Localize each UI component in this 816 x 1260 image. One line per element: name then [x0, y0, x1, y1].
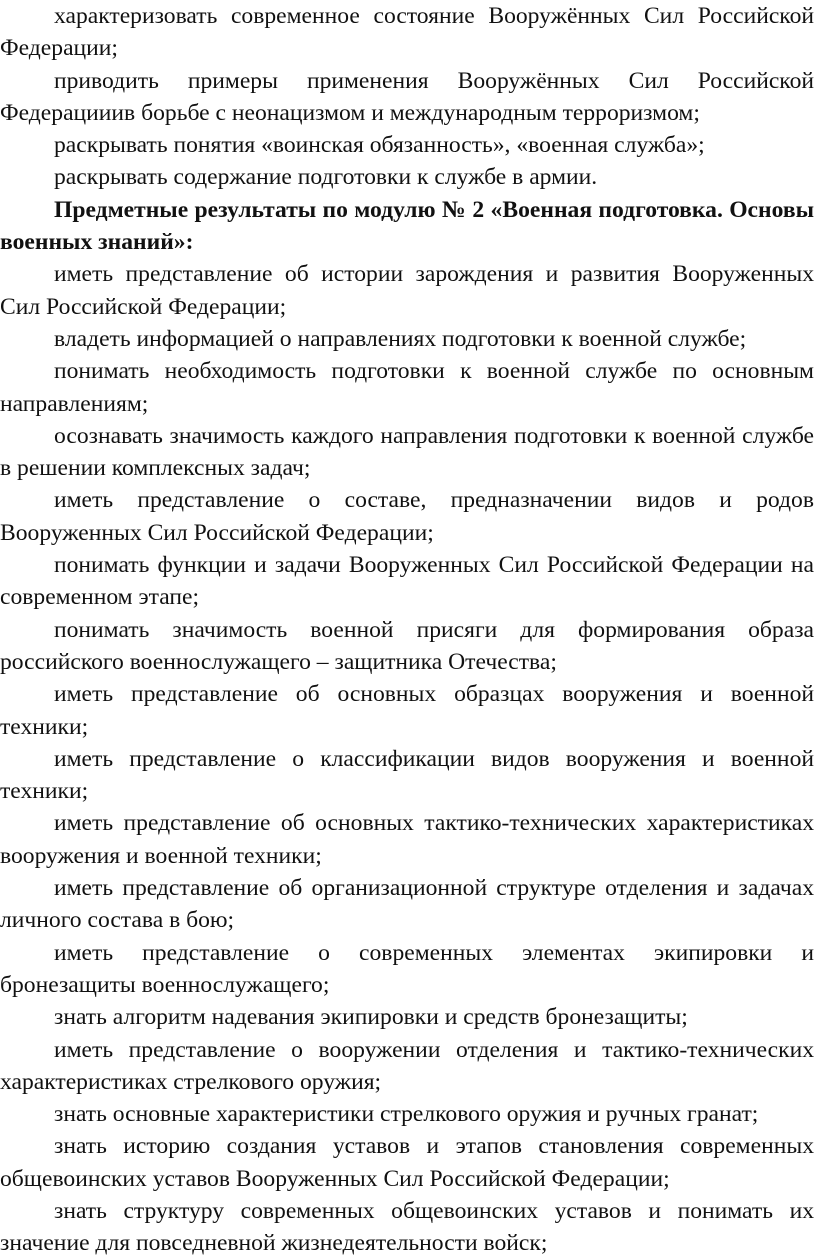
paragraph-3: раскрывать понятия «воинская обязанность», «военная служба»;	[54, 132, 705, 159]
paragraph-10: иметь представление о составе, предназначении видов и родов Вооруженных Сил Российской Федерации;	[0, 487, 814, 546]
paragraph-7: владеть информацией о направлениях подготовки к военной службе;	[54, 325, 747, 352]
paragraph-6: иметь представление об истории зарождения и развития Вооруженных Сил Российской Федерации;	[0, 261, 814, 320]
paragraph-2: приводить примеры применения Вооружённых Сил Российской Федерацииив борьбе с неонацизмом и международным терроризмом;	[0, 67, 814, 126]
paragraph-16: иметь представление об организационной структуре отделения и задачах личного состава в бою;	[0, 875, 814, 934]
paragraph-8: понимать необходимость подготовки к военной службе по основным направлениям;	[0, 358, 814, 417]
paragraph-20: знать основные характеристики стрелкового оружия и ручных гранат;	[54, 1101, 759, 1128]
paragraph-12: понимать значимость военной присяги для формирования образа российского военнослужащего – защитника Отечества;	[0, 616, 814, 675]
paragraph-11: понимать функции и задачи Вооруженных Сил Российской Федерации на современном этапе;	[0, 552, 814, 611]
paragraph-1: характеризовать современное состояние Вооружённых Сил Российской Федерации;	[0, 3, 814, 62]
paragraph-18: знать алгоритм надевания экипировки и средств бронезащиты;	[54, 1004, 688, 1031]
paragraph-21: знать историю создания уставов и этапов становления современных общевоинских уставов Вооруженных Сил Российской Федерации;	[0, 1133, 814, 1192]
paragraph-17: иметь представление о современных элементах экипировки и бронезащиты военнослужащего;	[0, 939, 814, 998]
paragraph-19: иметь представление о вооружении отделения и тактико-технических характеристиках стрелкового оружия;	[0, 1036, 814, 1095]
paragraph-4: раскрывать содержание подготовки к службе в армии.	[54, 164, 598, 191]
paragraph-22: знать структуру современных общевоинских уставов и понимать их значение для повседневной жизнедеятельности войск;	[0, 1197, 814, 1257]
paragraph-14: иметь представление о классификации видов вооружения и военной техники;	[0, 745, 814, 805]
paragraph-15: иметь представление об основных тактико-технических характеристиках вооружения и военной техники;	[0, 810, 814, 869]
paragraph-13: иметь представление об основных образцах вооружения и военной техники;	[0, 681, 814, 740]
module-2-heading: Предметные результаты по модулю № 2 «Военная подготовка. Основы военных знаний»:	[0, 196, 814, 256]
paragraph-9: осознавать значимость каждого направления подготовки к военной службе в решении комплексных задач;	[0, 422, 814, 482]
